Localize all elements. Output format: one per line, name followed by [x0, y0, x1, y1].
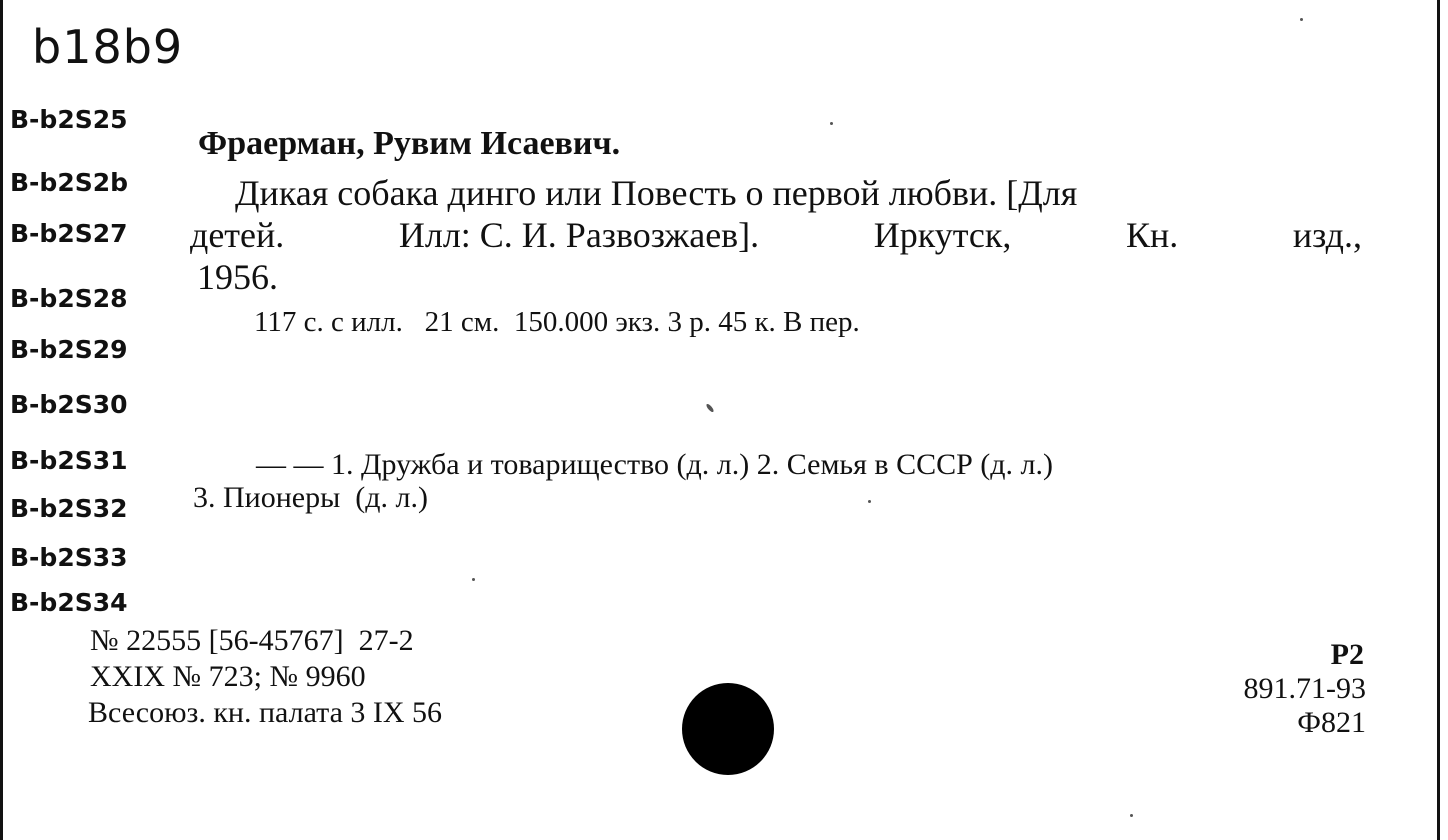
- handwritten-top-number: b18b9: [32, 20, 184, 74]
- footer-left-line-3: Всесоюз. кн. палата 3 IX 56: [88, 696, 443, 729]
- subject-line-1: — — 1. Дружба и товарищество (д. л.) 2. Семья в СССР (д. л.): [256, 448, 1054, 481]
- author-heading: Фраерман, Рувим Исаевич.: [198, 125, 621, 162]
- ink-speck: [705, 403, 714, 413]
- physical-description: 117 с. с илл. 21 см. 150.000 экз. 3 р. 45 к. В пер.: [254, 306, 860, 338]
- punch-hole: [682, 683, 774, 775]
- card-left-edge: [0, 0, 3, 840]
- title-line-3: 1956.: [197, 257, 278, 297]
- ink-speck: [1300, 18, 1303, 21]
- footer-left-line-1: № 22555 [56-45767] 27-2: [90, 624, 414, 657]
- ink-speck: [868, 500, 871, 503]
- title-line-2-part: Илл: С. И. Развозжаев].: [398, 215, 760, 255]
- title-line-2-part: Кн.: [1125, 215, 1179, 255]
- card-right-edge: [1437, 0, 1440, 840]
- footer-left-line-2: XXIX № 723; № 9960: [90, 660, 366, 693]
- inventory-number: B-b2S2b: [10, 168, 129, 197]
- ink-speck: [830, 122, 833, 125]
- inventory-number: B-b2S33: [10, 543, 128, 572]
- title-line-2-part: Иркутск,: [873, 215, 1012, 255]
- footer-right-line-1: Р2: [1330, 638, 1364, 671]
- title-line-2: [190, 214, 1362, 256]
- title-line-2-part: изд.,: [1292, 215, 1362, 255]
- inventory-number: B-b2S25: [10, 105, 128, 134]
- ink-speck: [472, 578, 475, 581]
- title-line-1: Дикая собака динго или Повесть о первой любви. [Для: [235, 173, 1078, 213]
- subject-line-2: 3. Пионеры (д. л.): [193, 481, 428, 514]
- footer-right-line-2: 891.71-93: [1243, 672, 1366, 705]
- inventory-number: B-b2S28: [10, 284, 128, 313]
- title-line-2-part: детей.: [190, 215, 285, 255]
- inventory-number: B-b2S31: [10, 446, 128, 475]
- inventory-number: B-b2S27: [10, 219, 128, 248]
- inventory-number: B-b2S32: [10, 494, 128, 523]
- inventory-number: B-b2S34: [10, 588, 128, 617]
- ink-speck: [1130, 814, 1133, 817]
- inventory-number: B-b2S29: [10, 335, 128, 364]
- inventory-number: B-b2S30: [10, 390, 128, 419]
- footer-right-line-3: Ф821: [1297, 706, 1366, 739]
